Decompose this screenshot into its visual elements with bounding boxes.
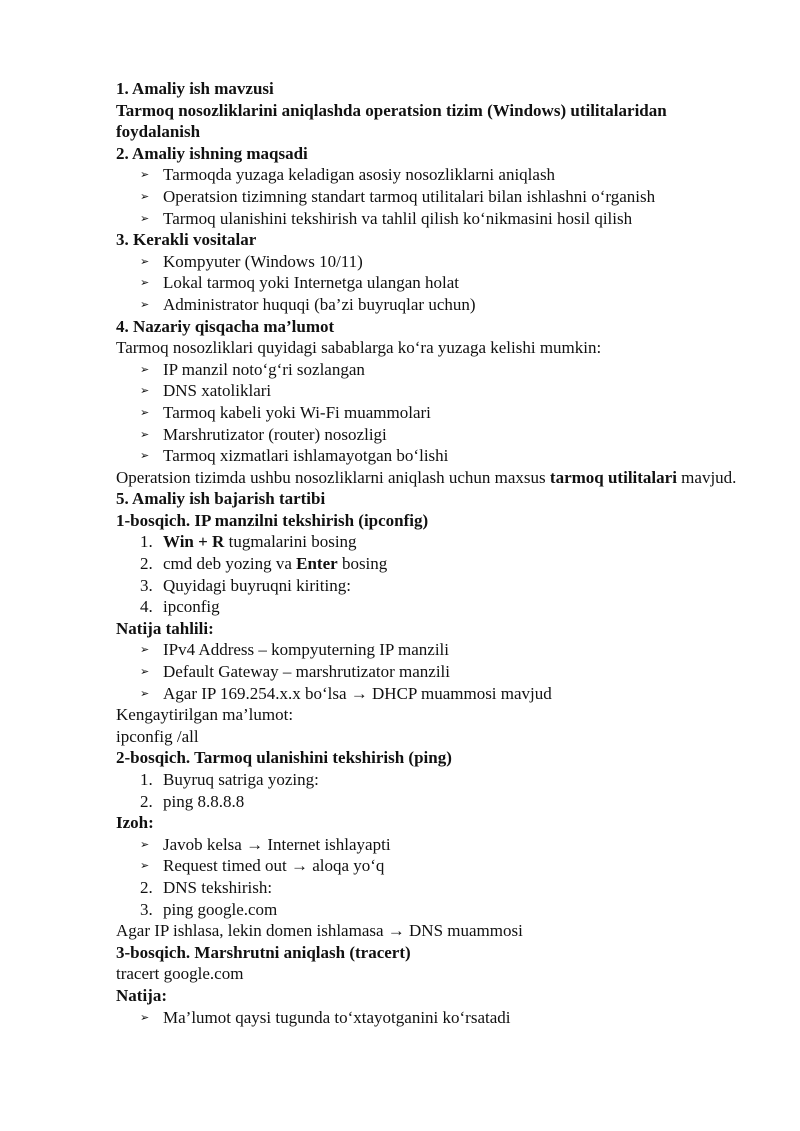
item-number: 4. xyxy=(140,597,153,617)
step-2-more-list xyxy=(116,877,740,920)
list-item xyxy=(116,575,740,597)
lab-topic: Tarmoq nosozliklarini aniqlashda operatsion tizim (Windows) utilitalaridan foydalanish xyxy=(116,100,667,142)
list-item xyxy=(116,791,740,813)
list-item: ➢ Marshrutizator (router) nosozligi xyxy=(116,424,740,446)
causes-list xyxy=(116,359,740,467)
list-item xyxy=(116,899,740,921)
list-item: ➢ Tarmoqda yuzaga keladigan asosiy nosozliklarni aniqlash xyxy=(116,164,740,186)
dns-note: Agar IP ishlasa, lekin domen ishlamasa → DNS muammosi xyxy=(116,921,523,941)
item-number: 2. xyxy=(140,791,153,811)
item-number: 3. xyxy=(140,899,153,919)
list-item: ➢ Agar IP 169.254.x.x bo‘lsa → DHCP muammosi mavjud xyxy=(116,683,740,705)
item-number: 2. xyxy=(140,554,153,574)
goals-list xyxy=(116,164,740,229)
item-number: 2. xyxy=(140,877,153,897)
extended-info-command: ipconfig /all xyxy=(116,726,199,746)
theory-intro: Tarmoq nosozliklari quyidagi sabablarga ko‘ra yuzaga kelishi mumkin: xyxy=(116,338,602,358)
step-2-heading: 2-bosqich. Tarmoq ulanishini tekshirish (ping) xyxy=(116,748,452,768)
list-item: ➢ Kompyuter (Windows 10/11) xyxy=(116,251,740,273)
tracert-command: tracert google.com xyxy=(116,964,244,984)
step-2-note-heading: Izoh: xyxy=(116,813,154,833)
extended-info-label: Kengaytirilgan ma’lumot: xyxy=(116,705,294,725)
list-item: ➢ Ma’lumot qaysi tugunda to‘xtayotganini ko‘rsatadi xyxy=(116,1007,740,1029)
item-text: Buyruq satriga yozing: xyxy=(163,770,319,789)
item-text: Quyidagi buyruqni kiriting: xyxy=(163,575,351,595)
list-item: ➢ Tarmoq ulanishini tekshirish va tahlil qilish ko‘nikmasini hosil qilish xyxy=(116,208,740,230)
step-1-list xyxy=(116,531,740,617)
item-number: 3. xyxy=(140,575,153,595)
list-item xyxy=(116,531,740,553)
theory-outro xyxy=(116,467,746,489)
section-5-heading: 5. Amaliy ish bajarish tartibi xyxy=(116,489,326,509)
list-item: ➢ Request timed out → aloqa yo‘q xyxy=(116,855,740,877)
tools-list xyxy=(116,251,740,316)
outro-text: Operatsion tizimda ushbu nosozliklarni aniqlash uchun maxsus xyxy=(116,467,550,487)
step-3-result-list xyxy=(116,1007,740,1029)
section-4-heading: 4. Nazariy qisqacha ma’lumot xyxy=(116,316,335,336)
item-text: ipconfig xyxy=(163,597,220,617)
item-text: tugmalarini bosing xyxy=(224,532,357,552)
section-1-heading: 1. Amaliy ish mavzusi xyxy=(116,79,274,98)
outro-text-end: mavjud. xyxy=(676,467,737,487)
list-item: ➢ Operatsion tizimning standart tarmoq utilitalari bilan ishlashni o‘rganish xyxy=(116,186,740,208)
step-1-result-heading: Natija tahlili: xyxy=(116,618,214,638)
list-item xyxy=(116,553,740,575)
section-2-heading: 2. Amaliy ishning maqsadi xyxy=(116,143,308,163)
list-item: ➢ Tarmoq xizmatlari ishlamayotgan bo‘lishi xyxy=(116,445,740,467)
item-text: DNS tekshirish: xyxy=(163,877,273,897)
step-1-heading: 1-bosqich. IP manzilni tekshirish (ipconfig) xyxy=(116,510,429,530)
keys-text: Enter xyxy=(296,554,338,574)
outro-bold-text: tarmoq utilitalari xyxy=(549,467,677,487)
step-2-list xyxy=(116,769,740,812)
step-3-result-heading: Natija: xyxy=(116,985,167,1005)
list-item xyxy=(116,596,740,618)
list-item xyxy=(116,877,740,899)
list-item: ➢ Lokal tarmoq yoki Internetga ulangan holat xyxy=(116,272,740,294)
item-number: 1. xyxy=(140,532,153,552)
list-item: ➢ Default Gateway – marshrutizator manzili xyxy=(116,661,740,683)
list-item xyxy=(116,769,740,791)
list-item: ➢ IPv4 Address – kompyuterning IP manzili xyxy=(116,639,740,661)
item-text-end: bosing xyxy=(337,554,388,574)
step-2-note-list xyxy=(116,834,740,877)
step-3-heading: 3-bosqich. Marshrutni aniqlash (tracert) xyxy=(116,942,411,962)
item-number: 1. xyxy=(140,770,153,789)
list-item: ➢ DNS xatoliklari xyxy=(116,380,740,402)
item-text: ping google.com xyxy=(163,899,278,919)
list-item: ➢ Administrator huquqi (ba’zi buyruqlar uchun) xyxy=(116,294,740,316)
keys-text: Win + R xyxy=(163,532,225,552)
item-text: ping 8.8.8.8 xyxy=(163,791,245,811)
step-1-result-list xyxy=(116,639,740,704)
list-item: ➢ IP manzil noto‘g‘ri sozlangan xyxy=(116,359,740,381)
list-item: ➢ Javob kelsa → Internet ishlayapti xyxy=(116,834,740,856)
section-3-heading: 3. Kerakli vositalar xyxy=(116,230,257,250)
list-item: ➢ Tarmoq kabeli yoki Wi-Fi muammolari xyxy=(116,402,740,424)
item-text: cmd deb yozing va xyxy=(163,554,297,574)
